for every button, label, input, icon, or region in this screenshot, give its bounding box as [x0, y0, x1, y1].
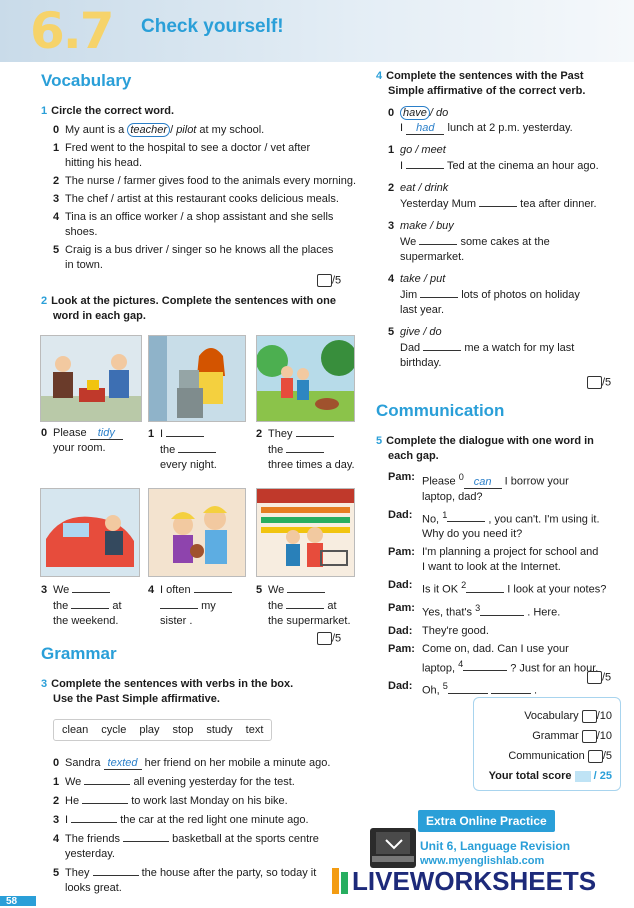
speaker: Pam: — [388, 601, 415, 614]
picture-walk-dog — [256, 335, 355, 422]
item-number: 2 — [53, 175, 60, 187]
promo-url[interactable]: www.myenglishlab.com — [420, 855, 545, 867]
item-text: basketball at the sports centre — [172, 833, 319, 845]
answer-gap[interactable] — [82, 793, 128, 804]
item-text: shoes. — [65, 226, 98, 238]
item-text: the — [268, 444, 284, 456]
line-text: Yes, that's — [422, 606, 473, 619]
answer-gap[interactable] — [420, 287, 458, 298]
task3-instruction — [41, 677, 293, 707]
answer-gap[interactable]: can — [464, 476, 502, 489]
item-text: lots of photos on holiday — [461, 289, 580, 301]
line-text: , you can't. I'm using it. — [488, 513, 600, 526]
item-text: sister . — [160, 615, 193, 627]
score-row-vocabulary — [489, 706, 612, 726]
line-text: Come on, dad. Can I use your — [422, 642, 569, 655]
score-max: /5 — [332, 274, 342, 287]
verb-option: / do — [429, 107, 449, 119]
line-text: laptop, dad? — [422, 490, 483, 503]
task1-item-1 — [53, 141, 363, 171]
speaker: Pam: — [388, 471, 415, 483]
watermark-text: LIVEWORKSHEETS — [352, 866, 597, 896]
line-text: ? Just for an hour. — [510, 662, 599, 675]
grammar-heading: Grammar — [41, 644, 117, 663]
item-text: hitting his head. — [65, 157, 143, 169]
instruction-text: Complete the sentences with verbs in the box. — [51, 678, 294, 690]
line-text: laptop, — [422, 662, 456, 675]
word-stop: stop — [172, 724, 194, 736]
task2-item-3 — [41, 582, 122, 629]
score-input[interactable] — [588, 750, 603, 763]
task-number: 1 — [41, 105, 48, 117]
score-label: Vocabulary — [524, 710, 579, 722]
item-text: the weekend. — [53, 615, 119, 627]
line-text: They're good. — [422, 624, 489, 637]
item-text: / — [170, 124, 177, 136]
dialogue-line-2 — [388, 545, 628, 575]
item-number: 3 — [41, 584, 48, 596]
item-text: the — [268, 600, 284, 612]
item-number: 4 — [53, 211, 60, 223]
laptop-icon — [370, 828, 416, 868]
score-input[interactable] — [587, 376, 602, 389]
answer-gap[interactable]: texted — [104, 757, 142, 770]
task4-item-1 — [388, 143, 628, 174]
gap-number: 3 — [475, 602, 481, 613]
gap-number: 1 — [442, 509, 448, 520]
item-number: 2 — [53, 795, 60, 807]
promo-unit: Unit 6, Language Revision — [420, 839, 571, 853]
task3-item-0 — [53, 756, 363, 771]
score-row-total — [489, 766, 612, 786]
score-max: /5 — [602, 671, 612, 684]
answer-gap[interactable] — [479, 196, 517, 207]
item-text: We — [268, 584, 285, 596]
item-number: 4 — [53, 833, 60, 845]
item-number: 0 — [53, 757, 60, 769]
total-label: Your total score — [488, 770, 572, 782]
line-text: . — [534, 684, 538, 697]
item-text: the supermarket. — [268, 615, 351, 627]
sisters-illustration — [149, 489, 245, 576]
answer-gap[interactable] — [287, 582, 325, 593]
speaker: Dad: — [388, 624, 413, 637]
speaker: Dad: — [388, 680, 413, 693]
dialogue — [388, 470, 628, 699]
item-text[interactable]: The nurse / farmer gives food to the animals every morning. — [65, 175, 357, 187]
score-max: /5 — [602, 750, 612, 762]
answer-gap[interactable] — [491, 683, 531, 694]
item-text: They — [268, 428, 293, 440]
task3-item-4 — [53, 831, 363, 862]
line-text: I'm planning a project for school and — [422, 546, 599, 559]
item-text: last year. — [400, 304, 445, 316]
item-text: birthday. — [400, 357, 442, 369]
item-number: 2 — [256, 428, 263, 440]
task2-item-4 — [148, 582, 232, 629]
answer-gap[interactable] — [296, 426, 334, 437]
answer-gap[interactable] — [72, 582, 110, 593]
task3-items — [53, 756, 363, 896]
picture-play-with-sister — [148, 488, 246, 577]
instruction-text: Look at the pictures. Complete the sentences with one — [51, 295, 336, 307]
verb-options: take / put — [400, 273, 446, 285]
task1-items — [53, 123, 363, 273]
item-number: 5 — [53, 867, 60, 879]
score-input[interactable] — [587, 671, 602, 684]
item-text: We — [65, 776, 82, 788]
task2-instruction — [41, 294, 336, 324]
item-text: We — [53, 584, 70, 596]
item-text: three times a day. — [268, 459, 355, 471]
answer-gap[interactable] — [466, 582, 504, 593]
task4-item-4 — [388, 272, 628, 318]
item-text: He — [65, 795, 80, 807]
picture-take-out-rubbish — [148, 335, 246, 422]
task1-score — [317, 274, 341, 287]
task2-item-2 — [256, 426, 355, 473]
dialogue-line-5 — [388, 624, 628, 639]
circled-answer[interactable]: teacher — [127, 123, 170, 137]
item-number: 1 — [53, 776, 60, 788]
item-text: My aunt is a — [65, 124, 128, 136]
item-text[interactable]: Craig is a bus driver / singer so he knows all the places — [65, 244, 334, 256]
item-text[interactable]: Fred went to the hospital to see a doctor / vet after — [65, 142, 311, 154]
task3-item-1 — [53, 774, 363, 790]
task4-item-3 — [388, 219, 628, 265]
speaker: Dad: — [388, 579, 413, 592]
word-study: study — [206, 724, 233, 736]
instruction-text: Simple affirmative of the correct verb. — [388, 85, 586, 97]
verb-options: make / buy — [400, 220, 454, 232]
item-text: Sandra — [65, 757, 101, 769]
instruction-text: Circle the correct word. — [51, 105, 174, 117]
answer-gap[interactable] — [419, 234, 457, 245]
score-max: /5 — [602, 376, 612, 389]
picture-messy-room — [40, 335, 142, 422]
gap-number: 5 — [442, 681, 448, 692]
answer-gap[interactable] — [447, 511, 485, 522]
item-number: 3 — [388, 220, 395, 232]
picture-supermarket — [256, 488, 355, 577]
answer-gap[interactable] — [71, 598, 109, 609]
answer-gap[interactable] — [406, 158, 444, 169]
task1-item-3 — [53, 192, 363, 207]
item-text: Ted at the cinema an hour ago. — [446, 160, 599, 172]
item-text: I — [160, 428, 164, 440]
item-text: my — [201, 600, 216, 612]
item-text: every night. — [160, 459, 217, 471]
task-number: 3 — [41, 678, 48, 690]
task5-score — [587, 671, 611, 684]
item-text: all evening yesterday for the test. — [133, 776, 295, 788]
item-text: Jim — [400, 289, 418, 301]
task1-item-4 — [53, 210, 363, 240]
item-text: Please — [53, 427, 87, 439]
item-text: supermarket. — [400, 251, 465, 263]
item-text: Yesterday Mum — [400, 198, 477, 210]
extra-practice-banner: Extra Online Practice — [418, 810, 555, 832]
dialogue-line-0 — [388, 470, 628, 505]
total-max: / 25 — [593, 770, 612, 782]
speaker: Pam: — [388, 546, 415, 559]
answer-gap[interactable] — [286, 442, 324, 453]
page-number: 58 — [0, 896, 36, 906]
line-text: I look at your notes? — [507, 583, 607, 596]
supermarket-illustration — [257, 489, 354, 576]
liveworksheets-logo-icon — [330, 866, 352, 896]
instruction-text: each gap. — [388, 450, 439, 462]
item-number: 3 — [53, 814, 60, 826]
task1-instruction — [41, 104, 174, 119]
gap-number: 2 — [461, 580, 467, 591]
score-rows — [489, 706, 612, 786]
word-cycle: cycle — [101, 724, 127, 736]
answer-gap[interactable]: tidy — [90, 427, 123, 440]
picture-clean-car — [40, 488, 140, 577]
task4-items — [388, 106, 628, 371]
answer-gap[interactable] — [71, 812, 117, 823]
communication-heading: Communication — [376, 401, 505, 420]
task-number: 2 — [41, 295, 48, 307]
item-text[interactable]: The chef / artist at this restaurant cooks delicious meals. — [65, 193, 339, 205]
item-text: I — [65, 814, 69, 826]
item-number: 1 — [148, 428, 155, 440]
word-text: text — [245, 724, 264, 736]
answer-gap[interactable] — [123, 831, 169, 842]
line-text: . Here. — [527, 606, 561, 619]
task5-instruction — [376, 434, 594, 464]
item-text[interactable]: Tina is an office worker / a shop assistant and she sells — [65, 211, 334, 223]
task3-item-5 — [53, 865, 363, 896]
answer-gap[interactable] — [423, 340, 461, 351]
item-text: at — [112, 600, 122, 612]
score-input[interactable] — [317, 274, 332, 287]
gap-number: 0 — [458, 472, 464, 482]
task1-item-0 — [53, 123, 363, 138]
score-label: Grammar — [532, 730, 579, 742]
answer-gap[interactable] — [84, 774, 130, 785]
item-text: tea after dinner. — [520, 198, 597, 210]
line-text: I borrow your — [504, 475, 569, 488]
item-number: 3 — [53, 193, 60, 205]
item-number: 0 — [388, 107, 395, 119]
dialogue-line-1 — [388, 508, 628, 543]
answer-gap[interactable] — [93, 865, 139, 876]
item-text: yesterday. — [65, 848, 115, 860]
item-text: I — [400, 122, 404, 134]
line-text: Why do you need it? — [422, 528, 523, 541]
item-number: 0 — [41, 427, 48, 439]
answer-gap[interactable] — [463, 660, 507, 671]
task4-instruction — [376, 69, 585, 99]
item-text: to work last Monday on his bike. — [131, 795, 288, 807]
line-text: Is it OK — [422, 583, 459, 596]
item-text: I — [400, 160, 404, 172]
score-input[interactable] — [317, 632, 332, 645]
score-max: /5 — [332, 632, 342, 645]
task-number: 5 — [376, 435, 383, 447]
instruction-text: word in each gap. — [53, 310, 146, 322]
unit-number: 6.7 — [30, 2, 113, 60]
line-text: Please — [422, 475, 456, 488]
task4-item-2 — [388, 181, 628, 212]
option-word[interactable]: pilot — [176, 124, 197, 136]
item-number: 5 — [53, 244, 60, 256]
score-input[interactable] — [582, 730, 597, 743]
item-text: the car at the red light one minute ago. — [120, 814, 309, 826]
score-summary-panel — [473, 697, 621, 791]
item-number: 5 — [388, 326, 395, 338]
instruction-text: Complete the sentences with the Past — [386, 70, 584, 82]
word-box — [53, 719, 272, 741]
page-title: Check yourself! — [141, 16, 284, 37]
task3-item-3 — [53, 812, 363, 828]
item-text: lunch at 2 p.m. yesterday. — [447, 122, 573, 134]
item-number: 4 — [148, 584, 155, 596]
verb-options: go / meet — [400, 144, 446, 156]
item-number: 4 — [388, 273, 395, 285]
line-text: I want to look at the Internet. — [422, 561, 561, 574]
word-clean: clean — [62, 724, 89, 736]
score-row-communication — [489, 746, 612, 766]
line-text: No, — [422, 513, 440, 526]
instruction-text: Use the Past Simple affirmative. — [53, 693, 220, 705]
messy-room-illustration — [41, 336, 141, 421]
verb-options: give / do — [400, 326, 442, 338]
task-number: 4 — [376, 70, 383, 82]
word-play: play — [139, 724, 160, 736]
item-text: at my school. — [196, 124, 265, 136]
item-text: some cakes at the — [460, 236, 550, 248]
score-input[interactable] — [582, 710, 597, 723]
item-text: I often — [160, 584, 191, 596]
item-number: 1 — [53, 142, 60, 154]
answer-gap[interactable] — [480, 605, 524, 616]
answer-gap[interactable] — [448, 683, 488, 694]
item-text: They — [65, 867, 90, 879]
item-text: the — [160, 444, 176, 456]
task2-item-1 — [148, 426, 217, 473]
score-max: /10 — [596, 730, 612, 742]
score-max: /10 — [596, 710, 612, 722]
rubbish-illustration — [149, 336, 245, 421]
item-text: Dad — [400, 342, 421, 354]
task1-item-2 — [53, 174, 363, 189]
logo-graphic — [330, 866, 352, 896]
line-text: Oh, — [422, 684, 440, 697]
task3-item-2 — [53, 793, 363, 809]
item-text: the house after the party, so today it — [141, 867, 317, 879]
dialogue-line-4 — [388, 601, 628, 621]
score-label: Communication — [508, 750, 585, 762]
answer-gap[interactable] — [286, 598, 324, 609]
task4-item-0 — [388, 106, 628, 136]
task1-item-5 — [53, 243, 363, 273]
task4-item-5 — [388, 325, 628, 371]
score-row-grammar — [489, 726, 612, 746]
vocabulary-heading: Vocabulary — [41, 71, 132, 90]
laptop-graphic — [370, 828, 416, 868]
park-illustration — [257, 336, 354, 421]
speaker: Dad: — [388, 508, 413, 521]
speaker: Pam: — [388, 642, 415, 655]
item-text: at — [327, 600, 337, 612]
item-text: your room. — [53, 442, 106, 454]
item-text: The friends — [65, 833, 121, 845]
task2-score — [317, 632, 341, 645]
item-text: in town. — [65, 259, 103, 271]
task2-item-5 — [256, 582, 351, 629]
item-number: 5 — [256, 584, 263, 596]
car-illustration — [41, 489, 139, 576]
gap-number: 4 — [458, 658, 464, 669]
answer-gap[interactable] — [160, 598, 198, 609]
answer-gap[interactable] — [194, 582, 232, 593]
verb-options: eat / drink — [400, 182, 449, 194]
task2-item-0 — [41, 426, 123, 456]
item-text: looks great. — [65, 882, 122, 894]
task4-score — [587, 376, 611, 389]
item-text: the — [53, 600, 69, 612]
answer-gap[interactable] — [166, 426, 204, 437]
item-number: 0 — [53, 124, 60, 136]
total-score-input[interactable] — [575, 771, 591, 782]
answer-gap[interactable] — [178, 442, 216, 453]
answer-gap[interactable]: had — [406, 122, 444, 135]
circled-verb[interactable]: have — [400, 106, 430, 120]
item-text: me a watch for my last — [464, 342, 575, 354]
instruction-text: Complete the dialogue with one word in — [386, 435, 594, 447]
item-number: 1 — [388, 144, 395, 156]
item-text: her friend on her mobile a minute ago. — [144, 757, 331, 769]
item-number: 2 — [388, 182, 395, 194]
item-text: We — [400, 236, 417, 248]
dialogue-line-3 — [388, 578, 628, 598]
